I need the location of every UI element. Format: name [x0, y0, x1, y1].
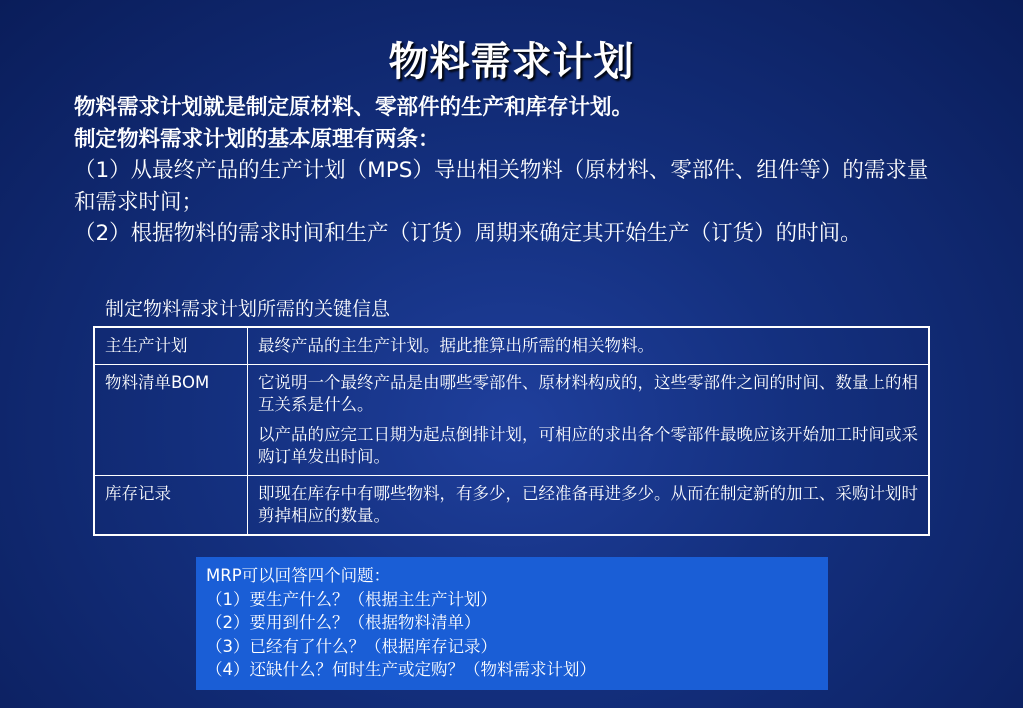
mrp-question: （1）要生产什么？（根据主生产计划）: [206, 589, 497, 609]
slide-title: 物料需求计划: [388, 39, 635, 85]
row-description: [248, 365, 930, 476]
row-paragraph: 以产品的应完工日期为起点倒排计划，可相应的求出各个零部件最晚应该开始加工时间或采购订单发出时间。: [258, 425, 918, 466]
table-row: [94, 327, 929, 365]
row-paragraph: 即现在库存中有哪些物料，有多少，已经准备再进多少。从而在制定新的加工、采购计划时剪掉相应的数量。: [258, 484, 918, 525]
key-info-table: [93, 326, 930, 536]
row-description: [248, 327, 930, 365]
row-paragraph: 它说明一个最终产品是由哪些零部件、原材料构成的，这些零部件之间的时间、数量上的相互关系是什么。: [258, 373, 918, 414]
principle-1: （1）从最终产品的生产计划（MPS）导出相关物料（原材料、零部件、组件等）的需求量和需求时间；: [74, 158, 929, 215]
row-description: [248, 476, 930, 536]
mrp-heading: MRP可以回答四个问题：: [206, 566, 391, 585]
row-key: 物料清单BOM: [94, 365, 248, 476]
table-row: [94, 365, 929, 476]
table-row: [94, 476, 929, 536]
mrp-question: （2）要用到什么？（根据物料清单）: [206, 613, 481, 632]
principle-2: （2）根据物料的需求时间和生产（订货）周期来确定其开始生产（订货）的时间。: [74, 221, 862, 246]
mrp-question: （4）还缺什么？何时生产或定购？（物料需求计划）: [206, 660, 596, 679]
row-key: 主生产计划: [94, 327, 248, 365]
row-key: 库存记录: [94, 476, 248, 536]
mrp-questions-box: [196, 557, 828, 690]
intro-text: [74, 92, 944, 250]
row-paragraph: 最终产品的主生产计划。据此推算出所需的相关物料。: [258, 336, 654, 355]
intro-principles-heading: 制定物料需求计划的基本原理有两条：: [74, 126, 440, 152]
intro-definition: 物料需求计划就是制定原材料、零部件的生产和库存计划。: [74, 95, 634, 120]
table-caption: 制定物料需求计划所需的关键信息: [105, 298, 391, 320]
mrp-question: （3）已经有了什么？（根据库存记录）: [206, 636, 497, 656]
